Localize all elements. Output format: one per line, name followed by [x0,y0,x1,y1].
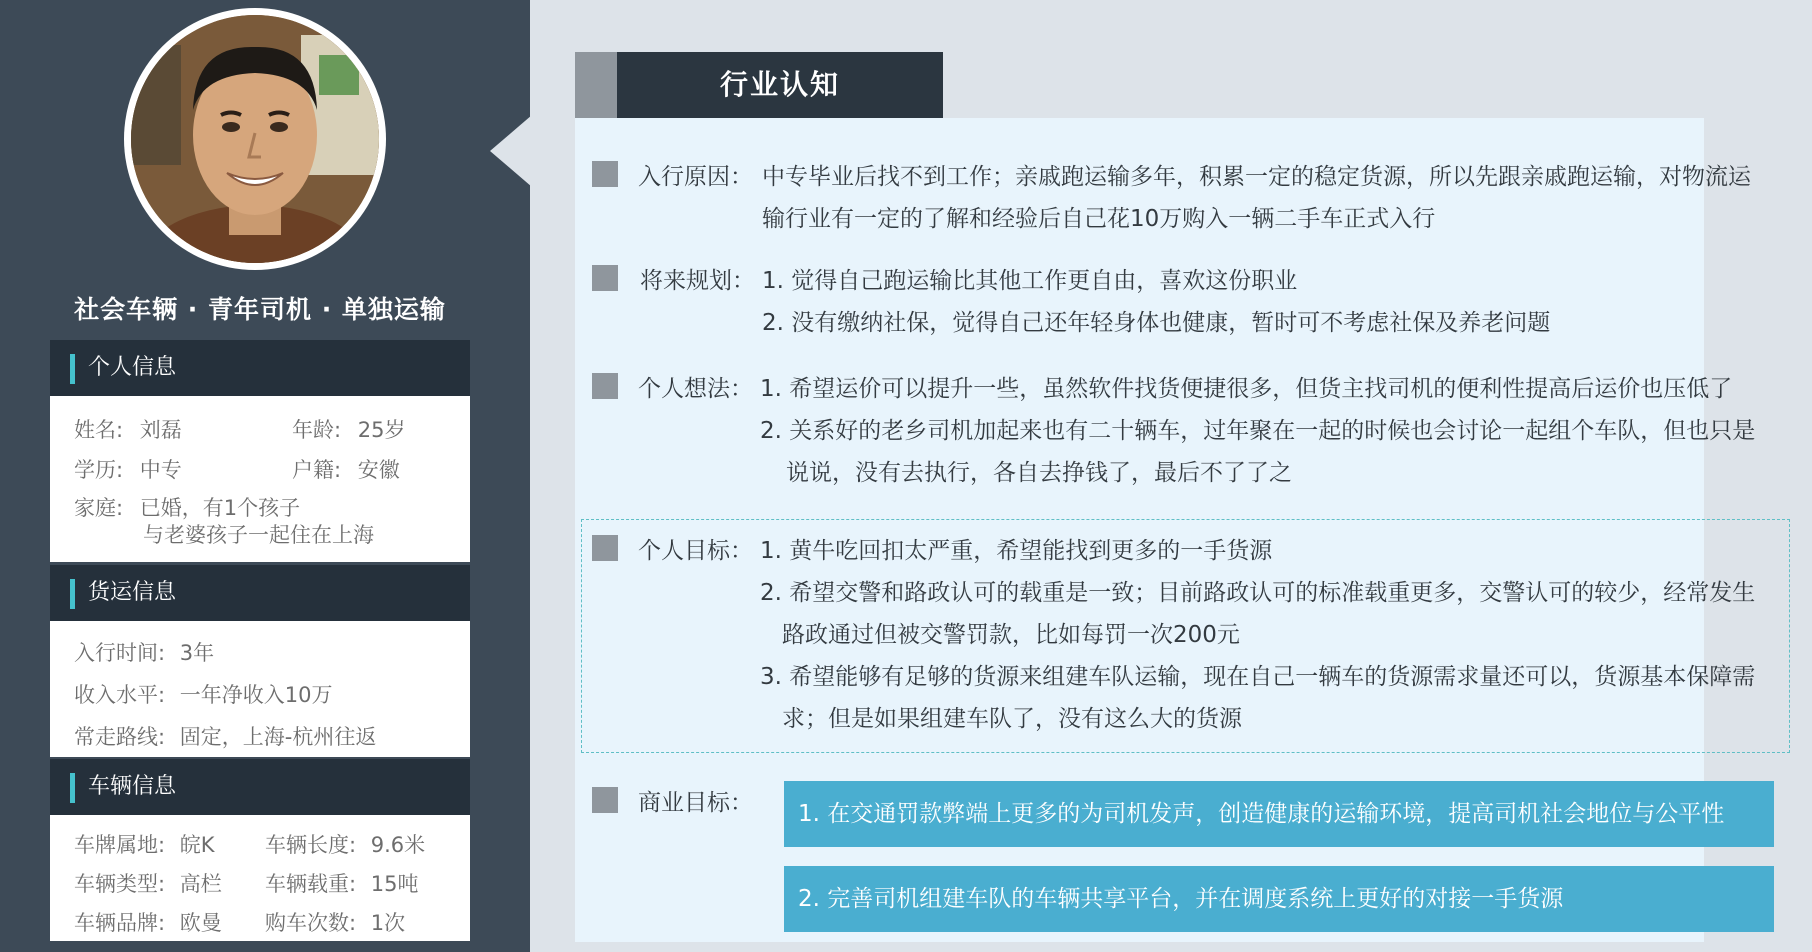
family-row-line2 [143,519,374,549]
goal-label: 个人目标： [638,538,753,564]
idea-bullet [592,373,618,399]
age-row [292,414,406,444]
plate-value: 皖K [179,833,215,857]
education-label: 学历: [74,458,124,482]
goal-line-5: 求；但是如果组建车队了，没有这么大的货源 [782,706,1242,732]
persona-sidebar [0,0,530,952]
freight-info-header [50,565,470,621]
name-label: 姓名: [74,418,124,442]
length-value: 9.6米 [370,833,426,857]
type-value: 高栏 [179,872,222,896]
education-row [74,454,182,484]
plan-line-1: 1. 觉得自己跑运输比其他工作更自由，喜欢这份职业 [762,268,1298,294]
vehicle-info-card [50,815,470,941]
brand-label: 车辆品牌: [74,911,166,935]
tab-accent-block [575,52,617,118]
count-row [265,907,405,937]
age-value: 25岁 [357,418,406,442]
persona-title: 社会车辆 · 青年司机 · 单独运输 [74,295,446,324]
vehicle-info-header [50,759,470,815]
education-value: 中专 [139,458,182,482]
personal-info-heading: 个人信息 [88,355,177,380]
length-label: 车辆长度: [265,833,357,857]
route-row [74,721,376,751]
reason-line-2: 输行业有一定的了解和经验后自己花10万购入一辆二手车正式入行 [762,206,1436,232]
personal-info-card [50,396,470,562]
industry-tab: 行业认知 [617,52,943,118]
entry-value: 3年 [179,641,215,665]
idea-line-3: 说说，没有去执行，各自去挣钱了，最后不了了之 [786,460,1292,486]
section-accent-bar [70,354,75,384]
hometown-row [292,454,400,484]
count-value: 1次 [370,911,406,935]
family-label: 家庭: [74,496,124,520]
income-label: 收入水平: [74,683,166,707]
load-label: 车辆载重: [265,872,357,896]
reason-line-1: 中专毕业后找不到工作；亲戚跑运输多年，积累一定的稳定货源，所以先跟亲戚跑运输，对物流运 [762,164,1751,190]
income-value: 一年净收入10万 [179,683,333,707]
route-value: 固定，上海-杭州往返 [179,725,377,749]
family-value-line2: 与老婆孩子一起住在上海 [143,523,374,547]
entry-row [74,637,214,667]
biz-label: 商业目标： [638,790,753,816]
brand-value: 欧曼 [179,911,222,935]
name-row [74,414,182,444]
freight-info-heading: 货运信息 [88,580,177,605]
idea-line-1: 1. 希望运价可以提升一些，虽然软件找货便捷很多，但货主找司机的便利性提高后运价也压低了 [760,376,1733,402]
goal-line-2: 2. 希望交警和路政认可的载重是一致；目前路政认可的标准载重更多，交警认可的较少，经常发生 [760,580,1756,606]
section-accent-bar [70,579,75,609]
vehicle-info-heading: 车辆信息 [88,774,177,799]
type-row [74,868,222,898]
avatar [131,15,379,263]
plate-row [74,829,215,859]
route-label: 常走路线: [74,725,166,749]
entry-label: 入行时间: [74,641,166,665]
biz-goal-1: 1. 在交通罚款弊端上更多的为司机发声，创造健康的运输环境，提高司机社会地位与公平性 [784,781,1774,847]
plan-label: 将来规划： [640,268,755,294]
type-label: 车辆类型: [74,872,166,896]
reason-bullet [592,161,618,187]
name-value: 刘磊 [139,418,182,442]
plan-line-2: 2. 没有缴纳社保，觉得自己还年轻身体也健康，暂时可不考虑社保及养老问题 [762,310,1551,336]
section-accent-bar [70,773,75,803]
income-row [74,679,333,709]
reason-label: 入行原因： [638,164,753,190]
hometown-value: 安徽 [357,458,400,482]
load-row [265,868,419,898]
family-value-line1: 已婚，有1个孩子 [139,496,301,520]
biz-goal-2: 2. 完善司机组建车队的车辆共享平台，并在调度系统上更好的对接一手货源 [784,866,1774,932]
family-row [74,492,300,522]
length-row [265,829,425,859]
plan-bullet [592,265,618,291]
goal-line-1: 1. 黄牛吃回扣太严重，希望能找到更多的一手货源 [760,538,1273,564]
count-label: 购车次数: [265,911,357,935]
age-label: 年龄: [292,418,342,442]
avatar-photo [131,15,379,263]
freight-info-card [50,621,470,757]
goal-line-3: 路政通过但被交警罚款，比如每罚一次200元 [782,622,1240,648]
hometown-label: 户籍: [292,458,342,482]
idea-line-2: 2. 关系好的老乡司机加起来也有二十辆车，过年聚在一起的时候也会讨论一起组个车队，但也只是 [760,418,1756,444]
callout-pointer [490,115,532,187]
biz-bullet [592,787,618,813]
goal-line-4: 3. 希望能够有足够的货源来组建车队运输，现在自己一辆车的货源需求量还可以，货源基本保障需 [760,664,1756,690]
plate-label: 车牌属地: [74,833,166,857]
personal-info-header [50,340,470,396]
idea-label: 个人想法： [638,376,753,402]
goal-bullet [592,535,618,561]
brand-row [74,907,222,937]
load-value: 15吨 [370,872,419,896]
